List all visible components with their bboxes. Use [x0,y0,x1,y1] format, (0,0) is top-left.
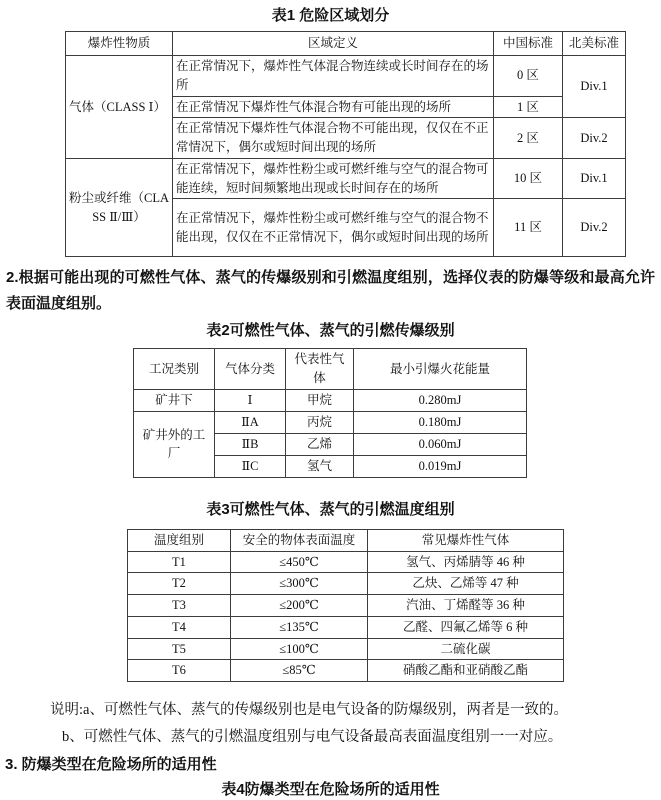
table-row [128,551,564,573]
temp-group-cell: T1 [128,551,231,573]
table2-title: 表2可燃性气体、蒸气的引燃传爆级别 [206,322,455,340]
table2-header-representative-gas: 代表性气体 [286,349,354,390]
table1-header-zone-definition: 区域定义 [173,32,494,56]
representative-gas-cell: 氢气 [286,455,354,477]
table3-ignition-temperature-group [127,529,564,682]
common-gases-cell: 氢气、丙烯腈等 46 种 [368,551,564,573]
surface-temp-cell: ≤300℃ [231,573,368,595]
table-row [128,616,564,638]
table-row [128,573,564,595]
table1-header-china-standard: 中国标准 [494,32,563,56]
surface-temp-cell: ≤100℃ [231,638,368,660]
table1-header-substance: 爆炸性物质 [66,32,173,56]
table3-title: 表3可燃性气体、蒸气的引燃温度组别 [206,500,455,518]
surface-temp-cell: ≤200℃ [231,595,368,617]
table3-header-common-gases: 常见爆炸性气体 [368,529,564,551]
table1-header-row [66,32,626,56]
na-standard-cell: Div.1 [563,56,626,118]
common-gases-cell: 硝酸乙酯和亚硝酸乙酯 [368,660,564,682]
spark-energy-cell: 0.280mJ [354,389,527,411]
common-gases-cell: 汽油、丁烯醛等 36 种 [368,595,564,617]
gas-class-cell: ⅡA [215,411,286,433]
representative-gas-cell: 乙烯 [286,433,354,455]
common-gases-cell: 二硫化碳 [368,638,564,660]
substance-dust-cell: 粉尘或纤维（CLASS Ⅱ/Ⅲ） [66,158,173,257]
gas-class-cell: ⅡC [215,455,286,477]
temp-group-cell: T4 [128,616,231,638]
table3-header-temp-group: 温度组别 [128,529,231,551]
representative-gas-cell: 甲烷 [286,389,354,411]
china-standard-cell: 1 区 [494,96,563,118]
china-standard-cell: 10 区 [494,158,563,199]
gas-class-cell: Ⅰ [215,389,286,411]
table2-header-min-spark-energy: 最小引爆火花能量 [354,349,527,390]
table4-title: 表4防爆类型在危险场所的适用性 [221,781,440,798]
table-row [128,660,564,682]
zone-definition-cell: 在正常情况下，爆炸性粉尘或可燃纤维与空气的混合物不能出现，仅仅在不正常情况下，偶尔或短时间出现的场所 [173,199,494,257]
surface-temp-cell: ≤450℃ [231,551,368,573]
na-standard-cell: Div.2 [563,118,626,159]
china-standard-cell: 2 区 [494,118,563,159]
common-gases-cell: 乙醛、四氟乙烯等 6 种 [368,616,564,638]
common-gases-cell: 乙炔、乙烯等 47 种 [368,573,564,595]
zone-definition-cell: 在正常情况下，爆炸性气体混合物连续或长时间存在的场所 [173,56,494,97]
table2-header-condition: 工况类别 [134,349,215,390]
spark-energy-cell: 0.019mJ [354,455,527,477]
table-row [66,158,626,199]
china-standard-cell: 11 区 [494,199,563,257]
spark-energy-cell: 0.060mJ [354,433,527,455]
china-standard-cell: 0 区 [494,56,563,97]
table-row [134,389,527,411]
table2-header-row [134,349,527,390]
section3-heading: 3. 防爆类型在危险场所的适用性 [5,756,217,773]
surface-temp-cell: ≤135℃ [231,616,368,638]
note-b: b、可燃性气体、蒸气的引燃温度组别与电气设备最高表面温度组别一一对应。 [62,729,563,745]
table2-header-gas-class: 气体分类 [215,349,286,390]
gas-class-cell: ⅡB [215,433,286,455]
condition-cell: 矿井外的工厂 [134,411,215,477]
table-row [128,638,564,660]
paragraph-selection-rule: 2.根据可能出现的可燃性气体、蒸气的传爆级别和引燃温度组别，选择仪表的防爆等级和最高允许表面温度组别。 [6,269,655,313]
table3-header-safe-surface-temp: 安全的物体表面温度 [231,529,368,551]
temp-group-cell: T6 [128,660,231,682]
table-row [128,595,564,617]
table-row [66,56,626,97]
representative-gas-cell: 丙烷 [286,411,354,433]
na-standard-cell: Div.2 [563,199,626,257]
temp-group-cell: T5 [128,638,231,660]
table1-title: 表1 危险区域划分 [271,7,390,24]
zone-definition-cell: 在正常情况下爆炸性气体混合物不可能出现，仅仅在不正常情况下，偶尔或短时间出现的场所 [173,118,494,159]
table1-header-na-standard: 北美标准 [563,32,626,56]
temp-group-cell: T2 [128,573,231,595]
zone-definition-cell: 在正常情况下爆炸性气体混合物有可能出现的场所 [173,96,494,118]
condition-cell: 矿井下 [134,389,215,411]
table-row [134,411,527,433]
zone-definition-cell: 在正常情况下，爆炸性粉尘或可燃纤维与空气的混合物可能连续，短时间频繁地出现或长时间存在的场所 [173,158,494,199]
table2-ignition-explosion-class [133,348,527,478]
table3-header-row [128,529,564,551]
surface-temp-cell: ≤85℃ [231,660,368,682]
note-a: 说明:a、可燃性气体、蒸气的传爆级别也是电气设备的防爆级别，两者是一致的。 [50,702,568,718]
substance-gas-cell: 气体（CLASS Ⅰ） [66,56,173,159]
table1-hazard-zone-classification [65,31,626,257]
spark-energy-cell: 0.180mJ [354,411,527,433]
temp-group-cell: T3 [128,595,231,617]
na-standard-cell: Div.1 [563,158,626,199]
